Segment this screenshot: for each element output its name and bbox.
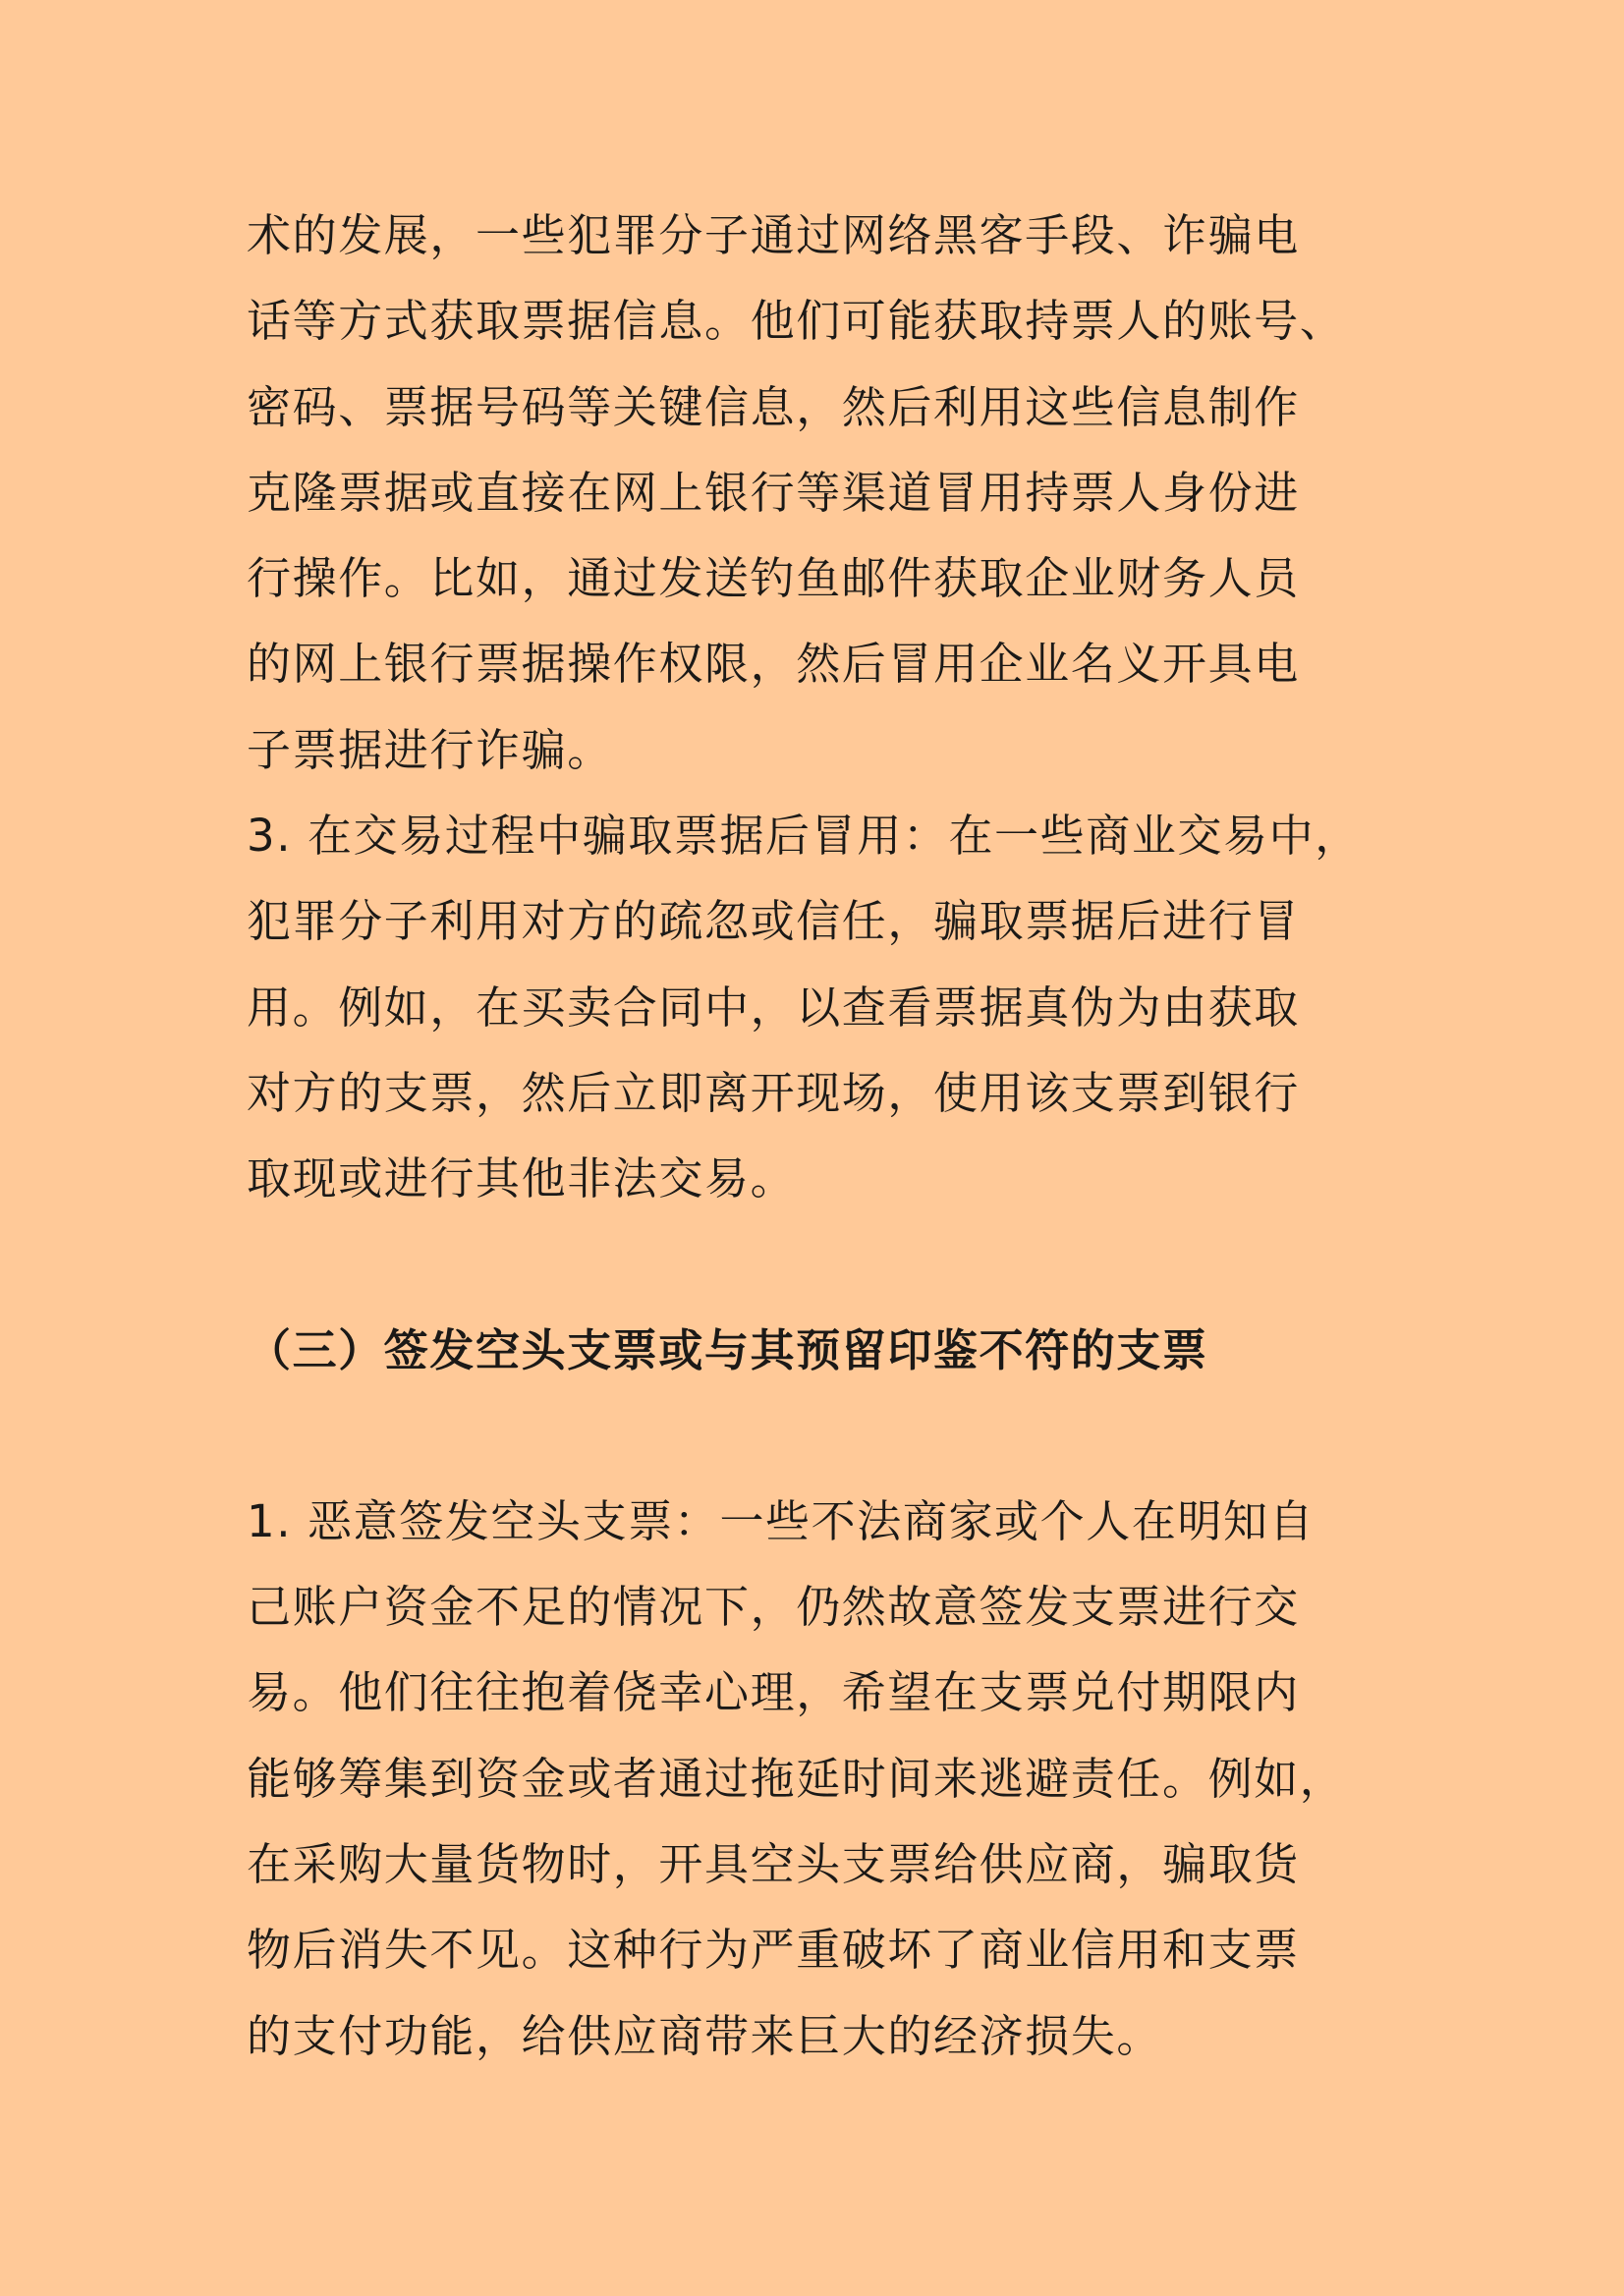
text-line: 克隆票据或直接在网上银行等渠道冒用持票人身份进 xyxy=(247,466,1300,519)
text-line: 话等方式获取票据信息。他们可能获取持票人的账号、 xyxy=(247,295,1346,348)
text-line: 密码、票据号码等关键信息，然后利用这些信息制作 xyxy=(247,380,1300,433)
text-line: 用。例如，在买卖合同中，以查看票据真伪为由获取 xyxy=(247,980,1300,1034)
text-line: 对方的支票，然后立即离开现场，使用该支票到银行 xyxy=(247,1066,1300,1119)
spacer xyxy=(247,1222,1386,1308)
section-heading: （三）签发空头支票或与其预留印鉴不符的支票 xyxy=(247,1323,1208,1376)
text-line: 犯罪分子利用对方的疏忽或信任，骗取票据后进行冒 xyxy=(247,895,1300,948)
text-line: 易。他们往往抱着侥幸心理，希望在支票兑付期限内 xyxy=(247,1666,1300,1719)
text-line: 能够筹集到资金或者通过拖延时间来逃避责任。例如， xyxy=(247,1752,1346,1805)
document-body xyxy=(247,193,1386,2079)
paragraph-item-3-transaction-fraud xyxy=(247,793,1386,1221)
text-line: 物后消失不见。这种行为严重破坏了商业信用和支票 xyxy=(247,1924,1300,1977)
text-line: 1. 恶意签发空头支票：一些不法商家或个人在明知自 xyxy=(247,1494,1316,1547)
text-line: 己账户资金不足的情况下，仍然故意签发支票进行交 xyxy=(247,1581,1300,1634)
spacer xyxy=(247,1393,1386,1479)
text-line: 的网上银行票据操作权限，然后冒用企业名义开具电 xyxy=(247,638,1300,691)
text-line: 在采购大量货物时，开具空头支票给供应商，骗取货 xyxy=(247,1838,1300,1891)
paragraph-fraud-online xyxy=(247,193,1386,793)
text-line: 行操作。比如，通过发送钓鱼邮件获取企业财务人员 xyxy=(247,552,1300,605)
paragraph-item-1-bad-check xyxy=(247,1479,1386,2079)
text-line: 子票据进行诈骗。 xyxy=(247,723,613,776)
text-line: 3. 在交易过程中骗取票据后冒用：在一些商业交易中， xyxy=(247,810,1361,863)
text-line: 术的发展，一些犯罪分子通过网络黑客手段、诈骗电 xyxy=(247,209,1300,261)
text-line: 取现或进行其他非法交易。 xyxy=(247,1152,797,1205)
text-line: 的支付功能，给供应商带来巨大的经济损失。 xyxy=(247,2009,1163,2062)
